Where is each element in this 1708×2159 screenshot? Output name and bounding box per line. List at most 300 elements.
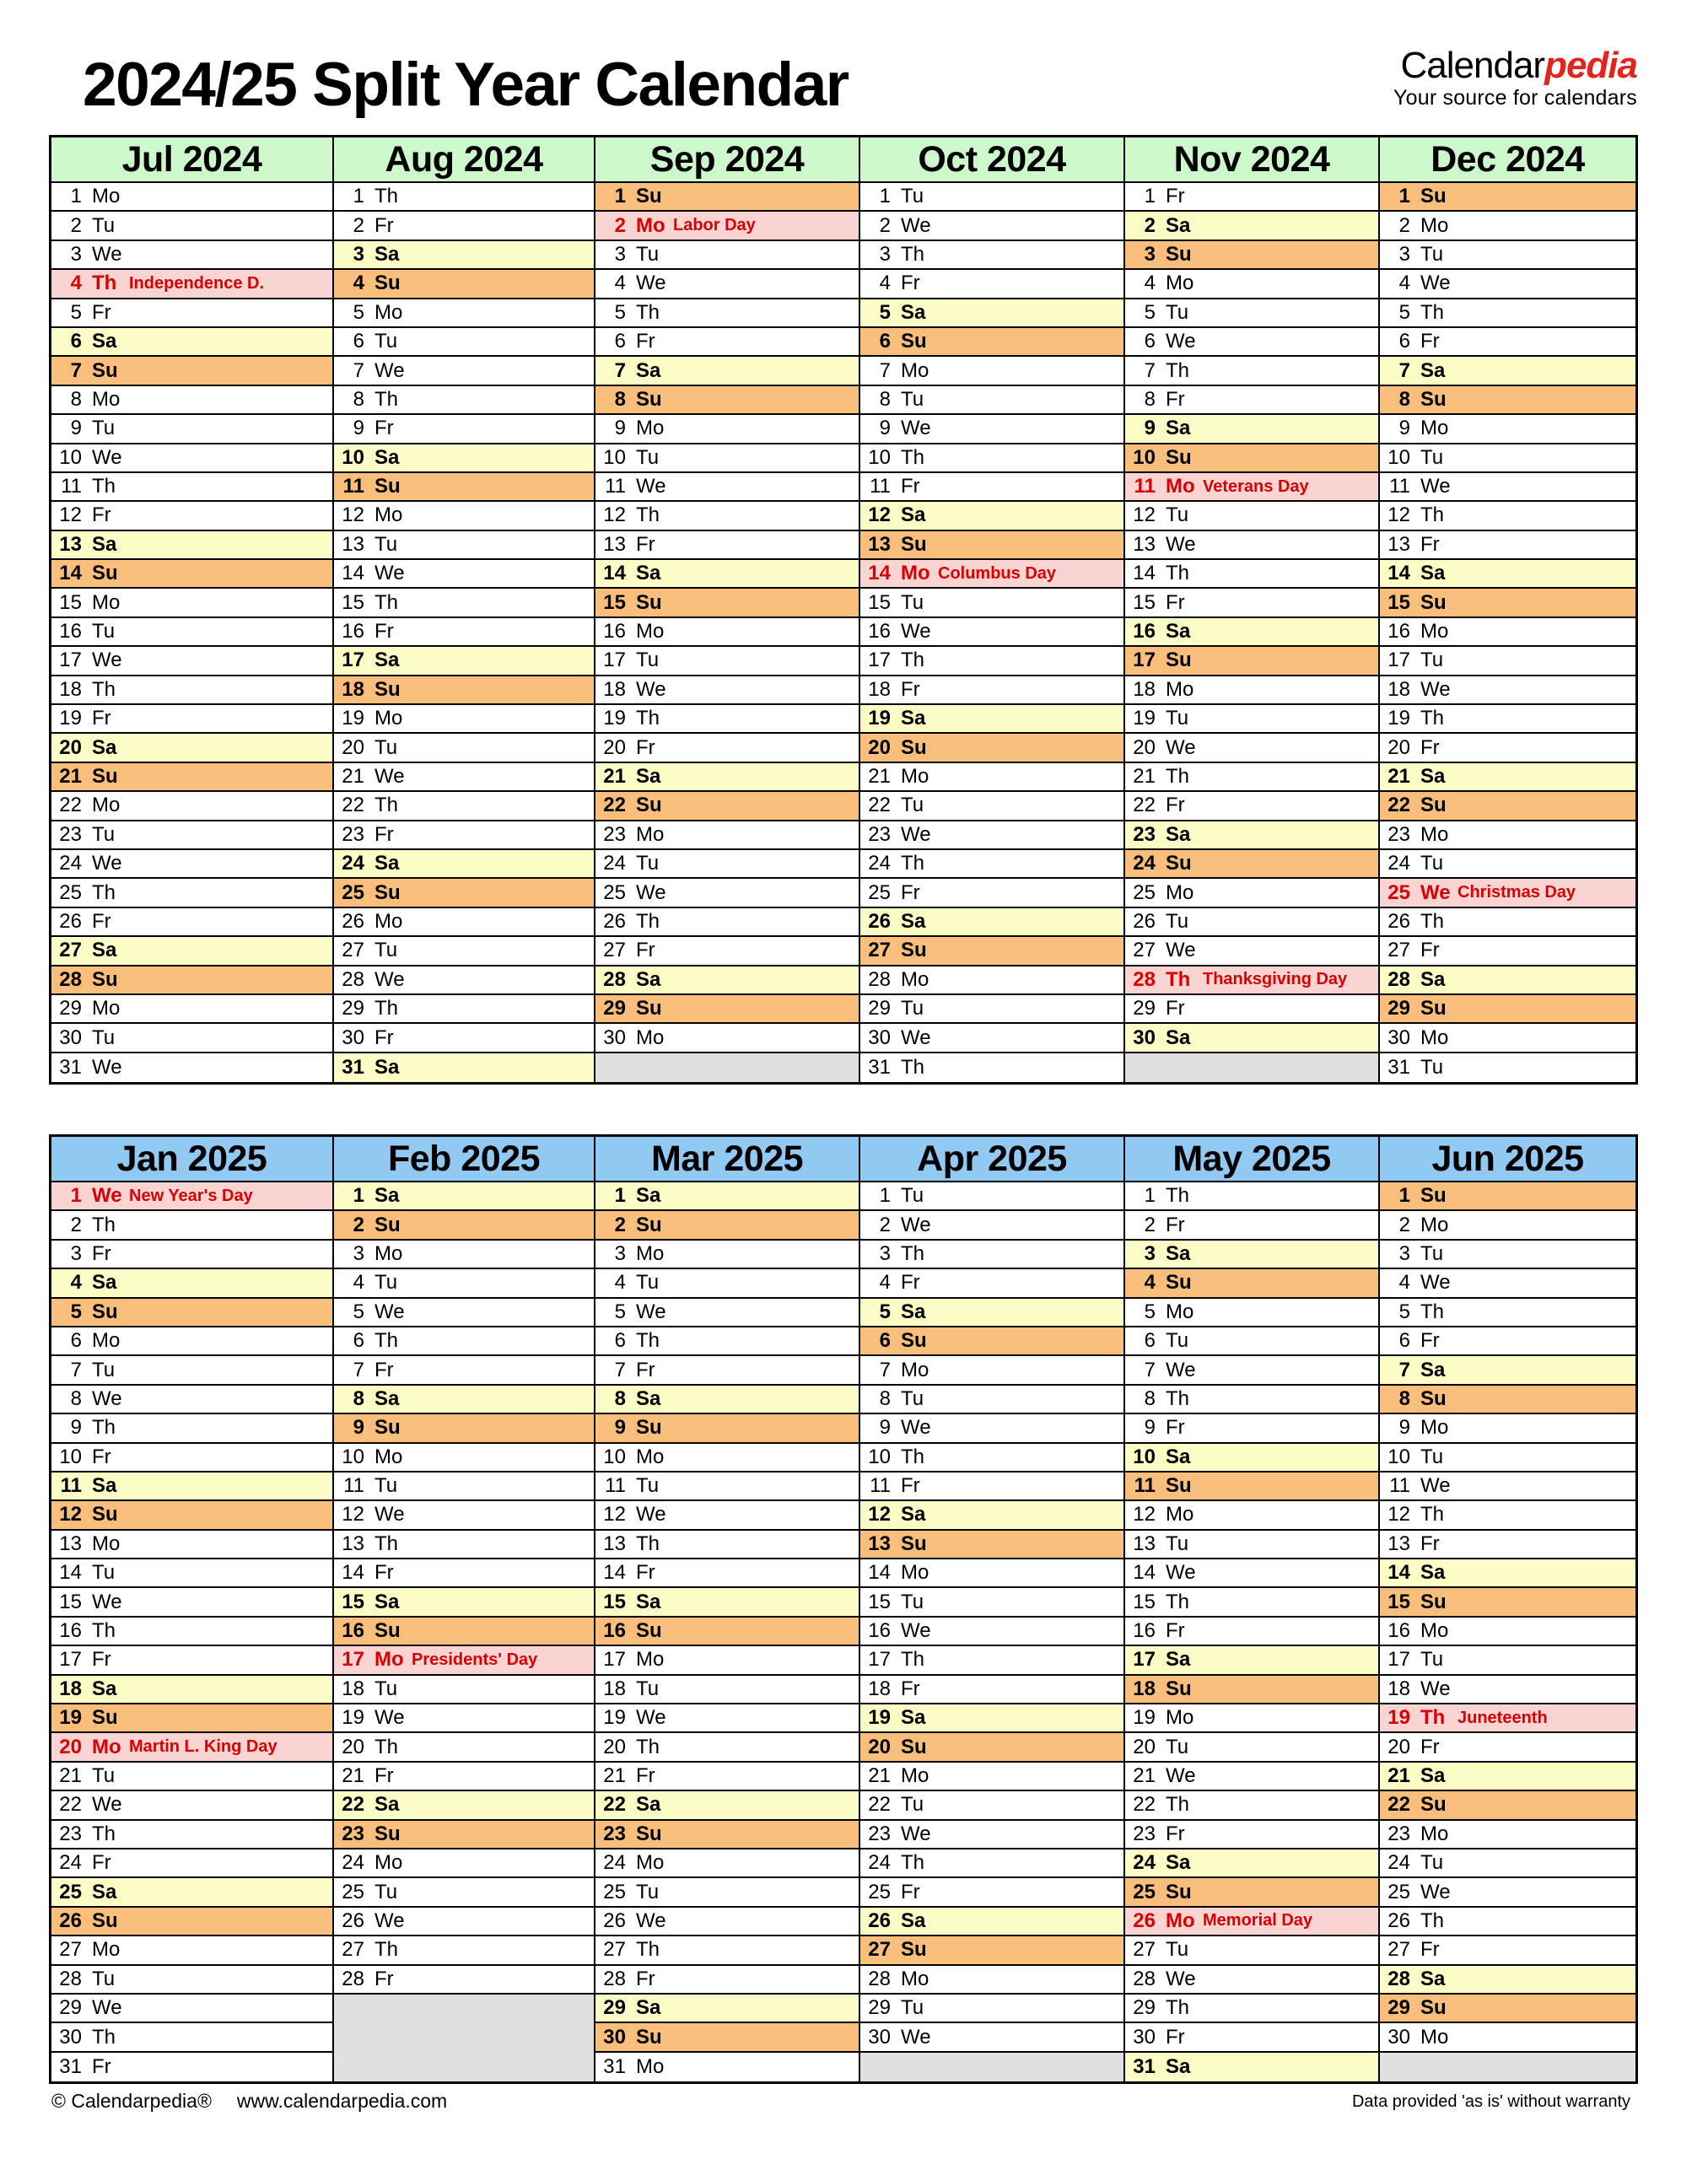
day-cell-feb-2025-6 <box>334 1327 594 1356</box>
day-number: 2 <box>614 213 626 237</box>
day-number: 14 <box>59 562 82 585</box>
weekday-abbrev: Fr <box>374 1358 394 1381</box>
day-number: 25 <box>868 880 891 904</box>
weekday-abbrev: Th <box>1420 300 1445 324</box>
day-number: 22 <box>342 1793 364 1817</box>
weekday-abbrev: Fr <box>636 330 655 353</box>
day-cell-jan-2025-24 <box>51 1849 332 1878</box>
weekday-abbrev: Sa <box>92 735 117 759</box>
weekday-abbrev: Tu <box>636 445 660 469</box>
weekday-abbrev: Su <box>901 1735 927 1758</box>
day-number: 19 <box>1387 1706 1410 1730</box>
weekday-abbrev: Sa <box>1166 1026 1191 1049</box>
day-cell-may-2025-24 <box>1125 1849 1378 1878</box>
day-number: 21 <box>603 765 626 788</box>
weekday-abbrev: Th <box>901 852 925 875</box>
weekday-abbrev: Mo <box>1420 620 1449 643</box>
weekday-abbrev: Mo <box>1420 1213 1449 1236</box>
weekday-abbrev: We <box>636 272 666 295</box>
weekday-abbrev: Su <box>1420 590 1447 614</box>
day-number: 8 <box>70 1386 82 1410</box>
weekday-abbrev: Fr <box>901 677 920 701</box>
day-number: 13 <box>1387 1532 1410 1555</box>
day-cell-oct-2024-21 <box>860 763 1123 792</box>
weekday-abbrev: Th <box>1420 707 1445 730</box>
day-number: 31 <box>868 1055 891 1079</box>
day-cell-mar-2025-26 <box>595 1908 859 1936</box>
weekday-abbrev: Sa <box>901 503 926 527</box>
day-cell-jan-2025-29 <box>51 1995 332 2023</box>
day-number: 7 <box>879 1358 891 1381</box>
day-number: 12 <box>1387 1503 1410 1526</box>
month-column-feb-2025 <box>334 1137 595 2081</box>
day-cell-dec-2024-17 <box>1380 647 1635 676</box>
day-cell-jun-2025-11 <box>1380 1473 1635 1501</box>
day-number: 17 <box>603 649 626 672</box>
day-cell-oct-2024-25 <box>860 879 1123 907</box>
weekday-abbrev: Th <box>901 1055 925 1079</box>
day-number: 12 <box>1133 1503 1156 1526</box>
day-cell-aug-2024-23 <box>334 821 594 850</box>
day-cell-jul-2024-19 <box>51 705 332 734</box>
day-number: 23 <box>1387 1822 1410 1845</box>
weekday-abbrev: Fr <box>1166 1213 1185 1236</box>
weekday-abbrev: Su <box>92 967 118 991</box>
weekday-abbrev: Th <box>92 1619 116 1643</box>
day-cell-jan-2025-30 <box>51 2023 332 2052</box>
day-number: 5 <box>1144 300 1156 324</box>
day-number: 17 <box>342 649 364 672</box>
day-cell-mar-2025-7 <box>595 1356 859 1385</box>
day-cell-oct-2024-5 <box>860 299 1123 328</box>
weekday-abbrev: We <box>1166 1764 1196 1787</box>
day-cell-nov-2024-17 <box>1125 647 1378 676</box>
day-number: 13 <box>342 532 364 556</box>
weekday-abbrev: We <box>636 475 666 498</box>
weekday-abbrev: Th <box>901 1445 925 1468</box>
day-number: 12 <box>342 503 364 527</box>
day-number: 8 <box>1398 387 1410 411</box>
day-cell-apr-2025-28 <box>860 1966 1123 1995</box>
day-cell-jun-2025-22 <box>1380 1791 1635 1820</box>
day-cell-sep-2024-25 <box>595 879 859 907</box>
day-cell-apr-2025-30 <box>860 2023 1123 2052</box>
day-cell-jul-2024-11 <box>51 473 332 502</box>
day-number: 4 <box>614 1271 626 1295</box>
day-cell-aug-2024-2 <box>334 212 594 240</box>
day-number: 3 <box>614 242 626 266</box>
weekday-abbrev: Th <box>636 1938 660 1962</box>
holiday-label: Labor Day <box>673 216 756 235</box>
day-number: 9 <box>614 417 626 440</box>
day-number: 20 <box>868 1735 891 1758</box>
day-number: 5 <box>70 1300 82 1323</box>
day-number: 31 <box>342 1055 364 1079</box>
weekday-abbrev: Mo <box>1420 2025 1449 2049</box>
day-number: 8 <box>879 387 891 411</box>
day-number: 8 <box>353 387 364 411</box>
day-cell-feb-2025-21 <box>334 1763 594 1791</box>
day-cell-jun-2025-3 <box>1380 1241 1635 1269</box>
weekday-abbrev: We <box>1166 939 1196 962</box>
weekday-abbrev: Tu <box>1420 1648 1444 1672</box>
weekday-abbrev: Fr <box>901 1880 920 1903</box>
day-number: 21 <box>59 1764 82 1787</box>
day-number: 3 <box>70 1241 82 1265</box>
day-number: 22 <box>1133 794 1156 817</box>
day-number: 30 <box>59 2025 82 2049</box>
weekday-abbrev: Su <box>92 358 118 382</box>
day-cell-apr-2025-19 <box>860 1704 1123 1733</box>
weekday-abbrev: Su <box>92 562 118 585</box>
weekday-abbrev: Fr <box>374 1026 394 1049</box>
day-cell-aug-2024-3 <box>334 241 594 270</box>
day-cell-nov-2024-26 <box>1125 908 1378 937</box>
day-cell-jan-2025-4 <box>51 1269 332 1298</box>
day-number: 20 <box>59 1735 82 1758</box>
day-cell-jul-2024-6 <box>51 328 332 357</box>
day-number: 7 <box>614 1358 626 1381</box>
weekday-abbrev: Sa <box>1166 1445 1191 1468</box>
day-cell-dec-2024-19 <box>1380 705 1635 734</box>
day-number: 19 <box>603 1706 626 1730</box>
day-number: 14 <box>342 1561 364 1585</box>
day-number: 20 <box>1133 735 1156 759</box>
weekday-abbrev: Mo <box>1166 880 1194 904</box>
day-cell-oct-2024-26 <box>860 908 1123 937</box>
weekday-abbrev: Su <box>374 1416 401 1440</box>
day-cell-may-2025-6 <box>1125 1327 1378 1356</box>
day-number: 7 <box>1398 358 1410 382</box>
weekday-abbrev: Mo <box>92 794 121 817</box>
weekday-abbrev: Fr <box>901 475 920 498</box>
day-cell-dec-2024-30 <box>1380 1024 1635 1053</box>
day-number: 24 <box>342 1851 364 1875</box>
month-header: Feb 2025 <box>334 1137 594 1182</box>
weekday-abbrev: Tu <box>1420 649 1444 672</box>
day-number: 22 <box>868 1793 891 1817</box>
day-number: 9 <box>1398 1416 1410 1440</box>
weekday-abbrev: We <box>1166 1561 1196 1585</box>
day-number: 3 <box>879 242 891 266</box>
holiday-cell-jun-2025-19 <box>1380 1704 1635 1733</box>
day-number: 24 <box>603 852 626 875</box>
day-number: 17 <box>59 649 82 672</box>
day-cell-jan-2025-10 <box>51 1444 332 1473</box>
day-cell-may-2025-12 <box>1125 1501 1378 1530</box>
day-number: 22 <box>603 794 626 817</box>
holiday-label: Thanksgiving Day <box>1203 970 1348 989</box>
holiday-cell-may-2025-26 <box>1125 1908 1378 1936</box>
weekday-abbrev: We <box>901 822 931 846</box>
weekday-abbrev: We <box>1166 330 1196 353</box>
day-cell-jun-2025-16 <box>1380 1618 1635 1646</box>
day-cell-jan-2025-12 <box>51 1501 332 1530</box>
day-cell-sep-2024-12 <box>595 502 859 530</box>
day-number: 8 <box>614 1386 626 1410</box>
day-number: 11 <box>1134 475 1156 498</box>
day-number: 21 <box>59 765 82 788</box>
day-number: 9 <box>70 417 82 440</box>
weekday-abbrev: Fr <box>901 1474 920 1498</box>
day-number: 8 <box>1144 1386 1156 1410</box>
weekday-abbrev: Sa <box>92 1677 117 1700</box>
day-number: 20 <box>1387 735 1410 759</box>
day-cell-sep-2024-6 <box>595 328 859 357</box>
weekday-abbrev: Su <box>901 735 927 759</box>
day-cell-jan-2025-18 <box>51 1676 332 1704</box>
weekday-abbrev: Mo <box>1420 1416 1449 1440</box>
weekday-abbrev: Th <box>1166 1793 1190 1817</box>
weekday-abbrev: We <box>92 1996 122 2020</box>
day-cell-sep-2024-9 <box>595 415 859 444</box>
day-cell-mar-2025-12 <box>595 1501 859 1530</box>
day-number: 24 <box>59 852 82 875</box>
day-number: 18 <box>868 1677 891 1700</box>
day-cell-jul-2024-28 <box>51 966 332 995</box>
weekday-abbrev: Sa <box>901 1706 926 1730</box>
day-cell-nov-2024-30 <box>1125 1024 1378 1053</box>
day-cell-jan-2025-14 <box>51 1559 332 1588</box>
day-number: 19 <box>1133 707 1156 730</box>
weekday-abbrev: Tu <box>1420 1445 1444 1468</box>
weekday-abbrev: Fr <box>636 1967 655 1990</box>
day-number: 29 <box>603 1996 626 2020</box>
empty-cell-jun-2025 <box>1380 2053 1635 2081</box>
day-cell-jan-2025-16 <box>51 1618 332 1646</box>
day-number: 22 <box>1387 1793 1410 1817</box>
day-cell-jul-2024-27 <box>51 937 332 966</box>
day-number: 15 <box>1387 590 1410 614</box>
day-number: 11 <box>343 1474 364 1498</box>
weekday-abbrev: Tu <box>636 649 660 672</box>
weekday-abbrev: Fr <box>374 1561 394 1585</box>
weekday-abbrev: Fr <box>1166 794 1185 817</box>
weekday-abbrev: Th <box>92 1213 116 1236</box>
weekday-abbrev: Th <box>92 880 116 904</box>
day-number: 11 <box>342 475 364 498</box>
day-number: 24 <box>1133 852 1156 875</box>
day-cell-may-2025-14 <box>1125 1559 1378 1588</box>
weekday-abbrev: Sa <box>1420 1967 1446 1990</box>
day-number: 7 <box>879 358 891 382</box>
day-number: 25 <box>1387 880 1410 904</box>
month-header: Aug 2024 <box>334 137 594 183</box>
holiday-cell-nov-2024-11 <box>1125 473 1378 502</box>
month-column-oct-2024 <box>860 137 1125 1082</box>
day-number: 29 <box>868 1996 891 2020</box>
day-number: 4 <box>1144 1271 1156 1295</box>
weekday-abbrev: Th <box>92 677 116 701</box>
month-column-dec-2024 <box>1380 137 1635 1082</box>
weekday-abbrev: Fr <box>374 1967 394 1990</box>
day-number: 26 <box>868 1909 891 1932</box>
day-cell-sep-2024-19 <box>595 705 859 734</box>
month-column-jul-2024 <box>51 137 334 1082</box>
day-cell-oct-2024-10 <box>860 444 1123 473</box>
day-number: 6 <box>879 1329 891 1353</box>
day-cell-may-2025-15 <box>1125 1588 1378 1617</box>
day-number: 15 <box>59 590 82 614</box>
day-number: 21 <box>603 1764 626 1787</box>
day-number: 7 <box>353 358 364 382</box>
day-number: 29 <box>59 997 82 1020</box>
day-number: 12 <box>1133 503 1156 527</box>
weekday-abbrev: We <box>636 880 666 904</box>
holiday-label: Independence D. <box>129 273 265 293</box>
holiday-label: New Year's Day <box>129 1186 253 1205</box>
day-number: 28 <box>868 1967 891 1990</box>
day-cell-mar-2025-25 <box>595 1878 859 1907</box>
day-number: 19 <box>1133 1706 1156 1730</box>
footer-disclaimer: Data provided 'as is' without warranty <box>1351 2092 1630 2111</box>
day-cell-sep-2024-24 <box>595 850 859 879</box>
day-number: 4 <box>879 1271 891 1295</box>
weekday-abbrev: Tu <box>92 213 116 237</box>
day-number: 10 <box>868 1445 891 1468</box>
weekday-abbrev: Mo <box>901 358 929 382</box>
day-cell-mar-2025-14 <box>595 1559 859 1588</box>
months-grid <box>49 1134 1638 2084</box>
day-cell-dec-2024-11 <box>1380 473 1635 502</box>
weekday-abbrev: Sa <box>374 445 400 469</box>
weekday-abbrev: Fr <box>92 1851 111 1875</box>
weekday-abbrev: Su <box>1166 445 1192 469</box>
weekday-abbrev: Fr <box>1420 532 1440 556</box>
weekday-abbrev: Su <box>1420 1184 1447 1208</box>
weekday-abbrev: Mo <box>374 300 403 324</box>
weekday-abbrev: Su <box>901 939 927 962</box>
day-cell-mar-2025-31 <box>595 2053 859 2081</box>
weekday-abbrev: We <box>92 1184 122 1208</box>
day-cell-apr-2025-27 <box>860 1936 1123 1965</box>
day-cell-jan-2025-9 <box>51 1414 332 1443</box>
day-number: 3 <box>1144 242 1156 266</box>
day-cell-aug-2024-18 <box>334 676 594 705</box>
day-cell-dec-2024-16 <box>1380 618 1635 647</box>
day-cell-oct-2024-15 <box>860 589 1123 617</box>
weekday-abbrev: Mo <box>901 967 929 991</box>
weekday-abbrev: Th <box>1166 1996 1190 2020</box>
day-number: 13 <box>1133 1532 1156 1555</box>
weekday-abbrev: Mo <box>636 417 665 440</box>
day-cell-apr-2025-16 <box>860 1618 1123 1646</box>
day-cell-dec-2024-31 <box>1380 1053 1635 1082</box>
day-number: 29 <box>59 1996 82 2020</box>
day-cell-aug-2024-10 <box>334 444 594 473</box>
weekday-abbrev: Th <box>901 1241 925 1265</box>
day-cell-jun-2025-2 <box>1380 1211 1635 1240</box>
day-cell-jan-2025-6 <box>51 1327 332 1356</box>
day-number: 25 <box>1133 1880 1156 1903</box>
day-cell-jul-2024-20 <box>51 734 332 762</box>
day-number: 14 <box>1133 1561 1156 1585</box>
weekday-abbrev: Tu <box>374 1880 398 1903</box>
day-cell-sep-2024-1 <box>595 183 859 212</box>
weekday-abbrev: Th <box>1420 1706 1446 1730</box>
day-cell-aug-2024-26 <box>334 908 594 937</box>
day-cell-aug-2024-13 <box>334 531 594 560</box>
day-number: 14 <box>868 562 891 585</box>
weekday-abbrev: We <box>374 967 405 991</box>
day-cell-sep-2024-20 <box>595 734 859 762</box>
day-number: 27 <box>342 1938 364 1962</box>
day-number: 22 <box>59 794 82 817</box>
day-cell-aug-2024-31 <box>334 1053 594 1082</box>
day-cell-feb-2025-25 <box>334 1878 594 1907</box>
weekday-abbrev: Sa <box>1166 620 1191 643</box>
day-cell-jan-2025-23 <box>51 1821 332 1849</box>
weekday-abbrev: Mo <box>1166 1300 1194 1323</box>
day-cell-sep-2024-27 <box>595 937 859 966</box>
day-number: 7 <box>1398 1358 1410 1381</box>
weekday-abbrev: Su <box>636 2025 662 2049</box>
day-cell-dec-2024-21 <box>1380 763 1635 792</box>
day-cell-aug-2024-20 <box>334 734 594 762</box>
weekday-abbrev: Th <box>374 1329 399 1353</box>
month-column-sep-2024 <box>595 137 860 1082</box>
day-number: 5 <box>879 300 891 324</box>
day-cell-sep-2024-14 <box>595 560 859 589</box>
weekday-abbrev: Th <box>374 1938 399 1962</box>
weekday-abbrev: We <box>92 1386 122 1410</box>
day-number: 18 <box>59 1677 82 1700</box>
weekday-abbrev: Tu <box>901 1590 924 1613</box>
day-cell-jul-2024-18 <box>51 676 332 705</box>
day-cell-jul-2024-8 <box>51 386 332 415</box>
day-cell-mar-2025-17 <box>595 1646 859 1675</box>
day-number: 11 <box>1389 475 1410 498</box>
day-cell-nov-2024-9 <box>1125 415 1378 444</box>
weekday-abbrev: Tu <box>1166 503 1189 527</box>
day-cell-mar-2025-3 <box>595 1241 859 1269</box>
day-cell-oct-2024-7 <box>860 357 1123 385</box>
weekday-abbrev: Tu <box>901 1996 924 2020</box>
day-cell-jan-2025-26 <box>51 1908 332 1936</box>
logo-tagline: Your source for calendars <box>1393 86 1637 110</box>
day-number: 9 <box>879 1416 891 1440</box>
month-header: Sep 2024 <box>595 137 859 183</box>
logo-brand-red: pedia <box>1544 45 1637 86</box>
day-cell-feb-2025-15 <box>334 1588 594 1617</box>
day-number: 3 <box>1398 242 1410 266</box>
day-number: 24 <box>1387 1851 1410 1875</box>
day-number: 25 <box>1133 880 1156 904</box>
day-number: 15 <box>603 590 626 614</box>
day-cell-apr-2025-14 <box>860 1559 1123 1588</box>
weekday-abbrev: Sa <box>374 649 400 672</box>
weekday-abbrev: Su <box>1166 1880 1192 1903</box>
day-number: 22 <box>1133 1793 1156 1817</box>
day-cell-oct-2024-29 <box>860 995 1123 1024</box>
weekday-abbrev: We <box>1420 272 1451 295</box>
weekday-abbrev: Su <box>901 1938 927 1962</box>
day-cell-feb-2025-5 <box>334 1299 594 1327</box>
weekday-abbrev: Tu <box>374 735 398 759</box>
day-cell-dec-2024-15 <box>1380 589 1635 617</box>
footer-website: www.calendarpedia.com <box>236 2090 448 2112</box>
months-grid <box>49 135 1638 1085</box>
weekday-abbrev: Tu <box>636 1271 660 1295</box>
weekday-abbrev: Mo <box>1166 475 1195 498</box>
day-cell-apr-2025-17 <box>860 1646 1123 1675</box>
day-number: 3 <box>70 242 82 266</box>
weekday-abbrev: Su <box>901 330 927 353</box>
day-cell-jun-2025-26 <box>1380 1908 1635 1936</box>
day-number: 17 <box>1133 1648 1156 1672</box>
day-cell-sep-2024-30 <box>595 1024 859 1053</box>
day-number: 18 <box>1387 1677 1410 1700</box>
